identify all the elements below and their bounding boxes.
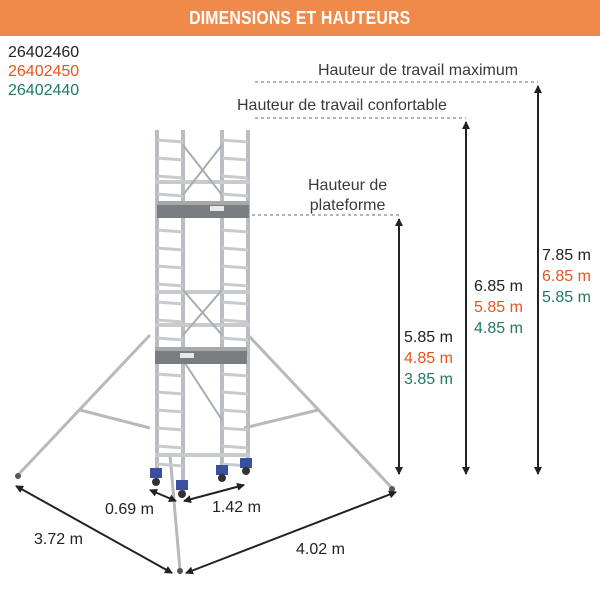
ladder-rung <box>157 428 183 430</box>
ladder-rung <box>222 284 248 286</box>
max-height-value-1: 7.85 m <box>542 247 591 264</box>
ladder-rung <box>222 392 248 394</box>
length-dimension-label: 1.42 m <box>212 499 261 516</box>
platform-height-values <box>404 327 453 390</box>
ladder-rung <box>222 140 248 142</box>
platform-height-value-1: 5.85 m <box>404 329 453 346</box>
ladder-rung <box>222 446 248 448</box>
ladder-rung <box>157 248 183 250</box>
outrigger-left-arrow <box>16 486 172 573</box>
ladder-rung <box>157 140 183 142</box>
ladder-rung <box>157 266 183 268</box>
ladder-rung <box>222 194 248 196</box>
ladder-rung <box>222 374 248 376</box>
ladder-rung <box>222 410 248 412</box>
ladder-rung <box>157 302 183 304</box>
ladder-rung <box>157 338 183 340</box>
max-height-label: Hauteur de travail maximum <box>318 62 519 79</box>
platform-height-value-3: 3.85 m <box>404 371 453 388</box>
ladder-rung <box>222 176 248 178</box>
comfort-height-label: Hauteur de travail confortable <box>237 97 447 114</box>
platform-height-label-line1: Hauteur de <box>308 177 388 194</box>
ladder-rung <box>222 320 248 322</box>
ladder-rung <box>222 338 248 340</box>
max-height-value-2: 6.85 m <box>542 268 591 285</box>
ladder-rung <box>157 392 183 394</box>
ladder-rung <box>157 230 183 232</box>
ladder-rung <box>157 410 183 412</box>
model-ref-2: 26402450 <box>8 63 80 80</box>
platform-height-label <box>308 176 387 216</box>
platform-height-value-2: 4.85 m <box>404 350 453 367</box>
ladder-rung <box>157 284 183 286</box>
casters <box>150 458 252 490</box>
ladder-rung <box>157 320 183 322</box>
ladder-rung <box>222 302 248 304</box>
depth-dimension-label: 0.69 m <box>105 501 154 518</box>
ladder-rung <box>157 158 183 160</box>
outrigger-left-dimension-label: 3.72 m <box>34 531 83 548</box>
max-height-values <box>542 245 591 308</box>
scaffold-tower <box>150 130 252 498</box>
comfort-height-value-1: 6.85 m <box>474 278 523 295</box>
outrigger-right-dimension-label: 4.02 m <box>296 541 345 558</box>
platform-height-label-line2: plateforme <box>309 197 386 214</box>
ladder-rung <box>157 176 183 178</box>
ladder-rung <box>157 464 183 466</box>
ladder-rung <box>157 194 183 196</box>
ladder-rung <box>222 230 248 232</box>
comfort-height-values <box>474 276 523 339</box>
ladder-rung <box>222 248 248 250</box>
model-ref-3: 26402440 <box>8 82 80 99</box>
upper-platform <box>157 201 249 218</box>
ladder-rung <box>157 374 183 376</box>
max-height-value-3: 5.85 m <box>542 289 591 306</box>
comfort-height-value-2: 5.85 m <box>474 299 523 316</box>
banner-title: DIMENSIONS ET HAUTEURS <box>189 7 411 28</box>
model-ref-1: 26402460 <box>8 44 80 61</box>
ladder-rung <box>157 446 183 448</box>
ladder-rung <box>222 158 248 160</box>
ladder-rung <box>222 266 248 268</box>
lower-platform <box>155 347 247 364</box>
ladder-rung <box>222 428 248 430</box>
comfort-height-value-3: 4.85 m <box>474 320 523 337</box>
